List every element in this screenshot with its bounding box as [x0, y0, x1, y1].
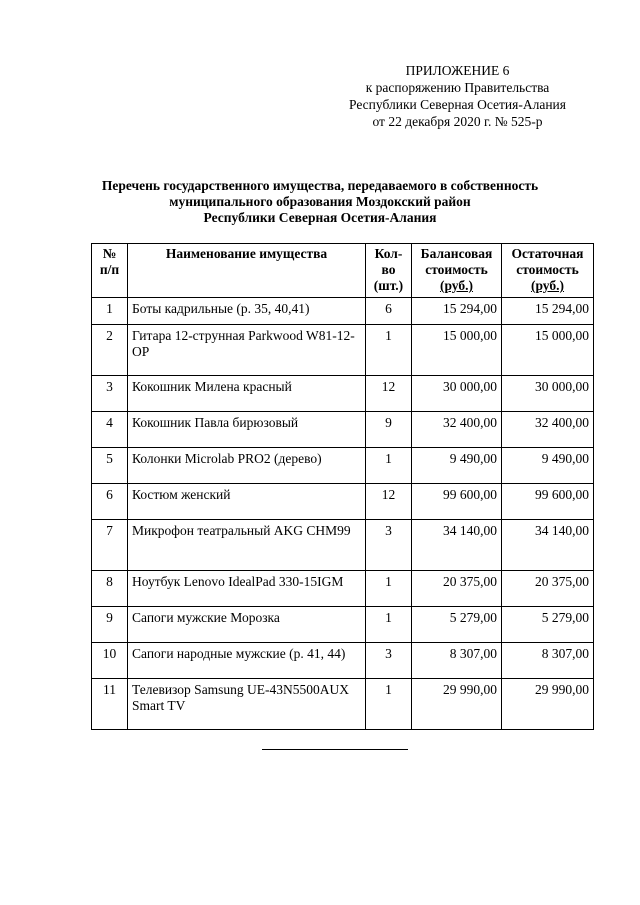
- row-name: Боты кадрильные (р. 35, 40,41): [128, 298, 366, 325]
- table-row: [92, 448, 594, 484]
- header-balance: [412, 244, 502, 298]
- header-balance-line-3: (руб.): [439, 278, 474, 293]
- table-row: [92, 520, 594, 571]
- header-qty-line-3: (шт.): [373, 278, 404, 293]
- table-row: [92, 607, 594, 643]
- header-balance-line-1: Балансовая: [420, 246, 493, 261]
- header-qty: [366, 244, 412, 298]
- row-num: 5: [92, 448, 128, 484]
- title-line-3: Республики Северная Осетия-Алания: [203, 210, 437, 225]
- row-residual: 15 000,00: [502, 325, 594, 376]
- title-line-1: Перечень государственного имущества, передаваемого в собственность: [101, 178, 539, 193]
- closing-divider: [262, 749, 408, 750]
- row-num: 8: [92, 571, 128, 607]
- table-row: [92, 484, 594, 520]
- appendix-line-4: от 22 декабря 2020 г. № 525-р: [372, 114, 543, 129]
- table-row: [92, 412, 594, 448]
- row-balance: 15 000,00: [412, 325, 502, 376]
- row-name: Сапоги мужские Морозка: [128, 607, 366, 643]
- row-qty: 1: [366, 607, 412, 643]
- row-balance: 34 140,00: [412, 520, 502, 571]
- row-num: 4: [92, 412, 128, 448]
- row-qty: 1: [366, 325, 412, 376]
- row-name: Сапоги народные мужские (р. 41, 44): [128, 643, 366, 679]
- appendix-line-2: к распоряжению Правительства: [365, 80, 550, 95]
- header-num: [92, 244, 128, 298]
- row-residual: 34 140,00: [502, 520, 594, 571]
- row-qty: 6: [366, 298, 412, 325]
- header-balance-line-2: стоимость: [425, 262, 488, 277]
- table-row: [92, 643, 594, 679]
- row-num: 3: [92, 376, 128, 412]
- row-residual: 8 307,00: [502, 643, 594, 679]
- row-num: 11: [92, 679, 128, 730]
- row-residual: 15 294,00: [502, 298, 594, 325]
- row-balance: 99 600,00: [412, 484, 502, 520]
- row-qty: 1: [366, 448, 412, 484]
- document-title: [60, 178, 580, 226]
- row-name: Колонки Microlab PRO2 (дерево): [128, 448, 366, 484]
- row-qty: 3: [366, 643, 412, 679]
- row-name: Телевизор Samsung UE-43N5500AUX Smart TV: [128, 679, 366, 730]
- row-balance: 5 279,00: [412, 607, 502, 643]
- row-balance: 32 400,00: [412, 412, 502, 448]
- table-row: [92, 679, 594, 730]
- row-balance: 29 990,00: [412, 679, 502, 730]
- row-residual: 29 990,00: [502, 679, 594, 730]
- row-balance: 20 375,00: [412, 571, 502, 607]
- table-row: [92, 298, 594, 325]
- row-num: 2: [92, 325, 128, 376]
- row-balance: 8 307,00: [412, 643, 502, 679]
- appendix-line-3: Республики Северная Осетия-Алания: [349, 97, 566, 112]
- row-num: 9: [92, 607, 128, 643]
- appendix-block: [335, 62, 580, 130]
- appendix-line-1: ПРИЛОЖЕНИЕ 6: [405, 63, 510, 78]
- row-residual: 32 400,00: [502, 412, 594, 448]
- row-residual: 99 600,00: [502, 484, 594, 520]
- row-balance: 15 294,00: [412, 298, 502, 325]
- header-num-line-1: №: [102, 246, 117, 261]
- row-qty: 1: [366, 679, 412, 730]
- row-name: Кокошник Милена красный: [128, 376, 366, 412]
- header-residual-line-2: стоимость: [516, 262, 579, 277]
- row-balance: 9 490,00: [412, 448, 502, 484]
- row-name: Кокошник Павла бирюзовый: [128, 412, 366, 448]
- row-qty: 1: [366, 571, 412, 607]
- row-num: 7: [92, 520, 128, 571]
- row-name: Костюм женский: [128, 484, 366, 520]
- header-residual-line-3: (руб.): [530, 278, 565, 293]
- table-row: [92, 325, 594, 376]
- row-qty: 3: [366, 520, 412, 571]
- table-header-row: [92, 244, 594, 298]
- row-qty: 9: [366, 412, 412, 448]
- row-num: 6: [92, 484, 128, 520]
- row-residual: 30 000,00: [502, 376, 594, 412]
- header-qty-line-1: Кол-: [374, 246, 403, 261]
- row-qty: 12: [366, 484, 412, 520]
- row-balance: 30 000,00: [412, 376, 502, 412]
- row-name: Микрофон театральный AKG CHM99: [128, 520, 366, 571]
- row-num: 1: [92, 298, 128, 325]
- property-table: [91, 243, 594, 730]
- row-name: Ноутбук Lenovo IdealPad 330-15IGM: [128, 571, 366, 607]
- row-residual: 5 279,00: [502, 607, 594, 643]
- header-name: Наименование имущества: [128, 244, 366, 298]
- header-residual: [502, 244, 594, 298]
- header-qty-line-2: во: [381, 262, 396, 277]
- row-residual: 9 490,00: [502, 448, 594, 484]
- table-row: [92, 571, 594, 607]
- title-line-2: муниципального образования Моздокский район: [169, 194, 471, 209]
- row-name: Гитара 12-струнная Parkwood W81-12-OP: [128, 325, 366, 376]
- header-residual-line-1: Остаточная: [511, 246, 584, 261]
- table-row: [92, 376, 594, 412]
- row-num: 10: [92, 643, 128, 679]
- header-num-line-2: п/п: [99, 262, 120, 277]
- row-residual: 20 375,00: [502, 571, 594, 607]
- row-qty: 12: [366, 376, 412, 412]
